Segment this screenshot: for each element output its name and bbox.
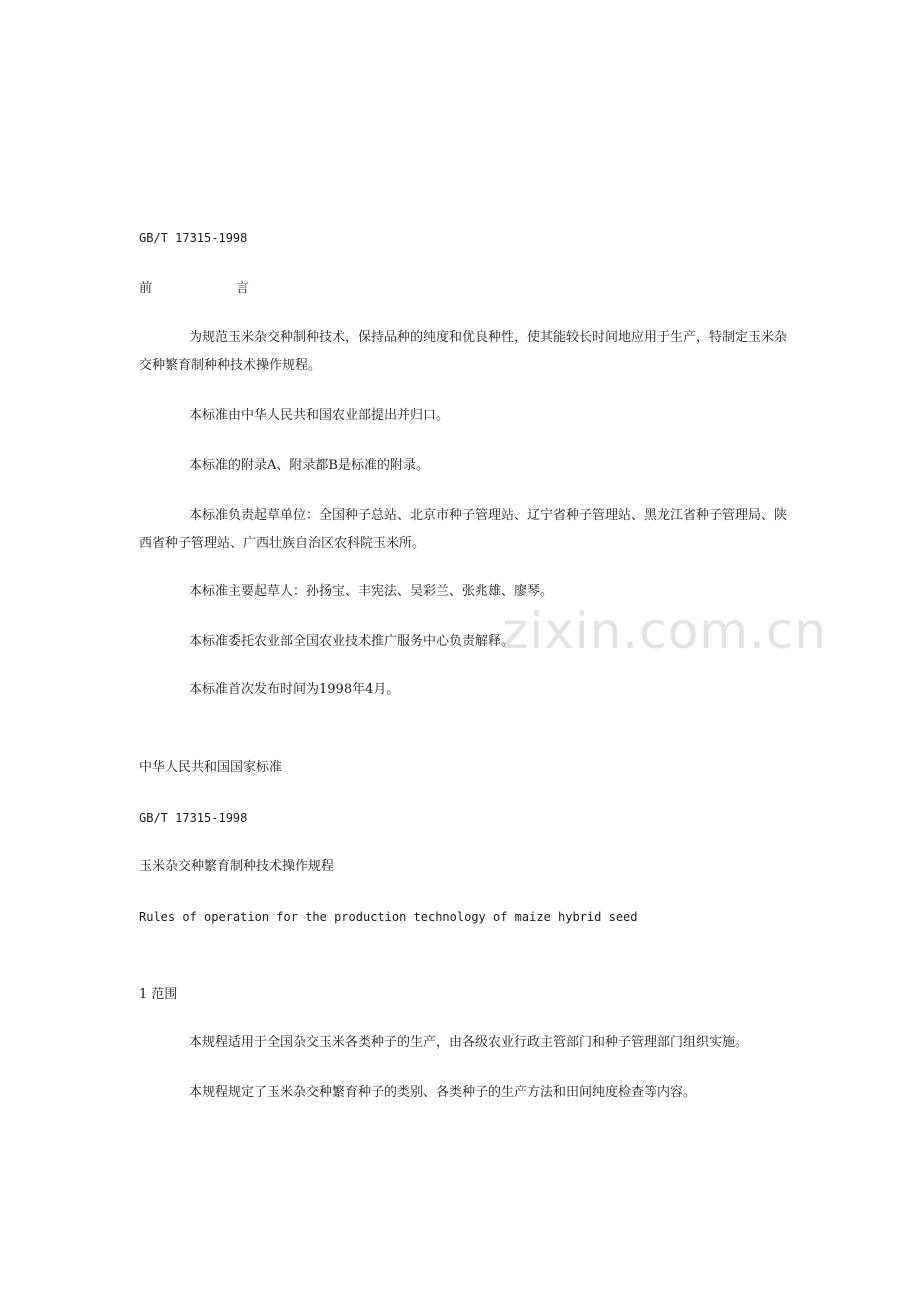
- preface-heading: [139, 279, 249, 299]
- preface-standard-code: GB/T 17315-1998: [139, 231, 248, 245]
- preface-paragraph-5: 本标准主要起草人：孙扬宝、丰宪法、吴彩兰、张兆雄、廖琴。: [189, 584, 554, 599]
- preface-paragraph-2: 本标准由中华人民共和国农业部提出并归口。: [189, 408, 450, 423]
- section-1-paragraph-2: 本规程规定了玉米杂交种繁育种子的类别、各类种子的生产方法和田间纯度检查等内容。: [189, 1085, 697, 1100]
- preface-heading-right: 言: [235, 281, 249, 296]
- section-1-paragraph-1: 本规程适用于全国杂交玉米各类种子的生产，由各级农业行政主管部门和种子管理部门组织实施。: [189, 1035, 749, 1050]
- standard-title-en: Rules of operation for the production technology of maize hybrid seed: [139, 910, 638, 924]
- standard-code: GB/T 17315-1998: [139, 811, 248, 825]
- preface-paragraph-3: 本标准的附录A、附录都B是标准的附录。: [189, 458, 429, 473]
- preface-paragraph-4: 本标准负责起草单位：全国种子总站、北京市种子管理站、辽宁省种子管理站、黑龙江省种子管理局、陕西省种子管理站、广西壮族自治区农科院玉米所。: [139, 508, 788, 551]
- section-1-heading: 1 范围: [139, 987, 178, 1002]
- preface-paragraph-1: 为规范玉米杂交种制种技术，保持品种的纯度和优良种性，使其能较长时间地应用于生产，特制定玉米杂交种繁育制种种技术操作规程。: [139, 330, 788, 373]
- preface-paragraph-6: 本标准委托农业部全国农业技术推广服务中心负责解释。: [189, 634, 515, 649]
- national-standard-title: 中华人民共和国国家标准: [139, 760, 283, 775]
- preface-heading-left: 前: [139, 281, 153, 296]
- standard-title-cn: 玉米杂交种繁育制种技术操作规程: [139, 859, 335, 874]
- watermark: zixin.com.cn: [502, 602, 828, 660]
- preface-paragraph-7: 本标准首次发布时间为1998年4月。: [189, 682, 400, 697]
